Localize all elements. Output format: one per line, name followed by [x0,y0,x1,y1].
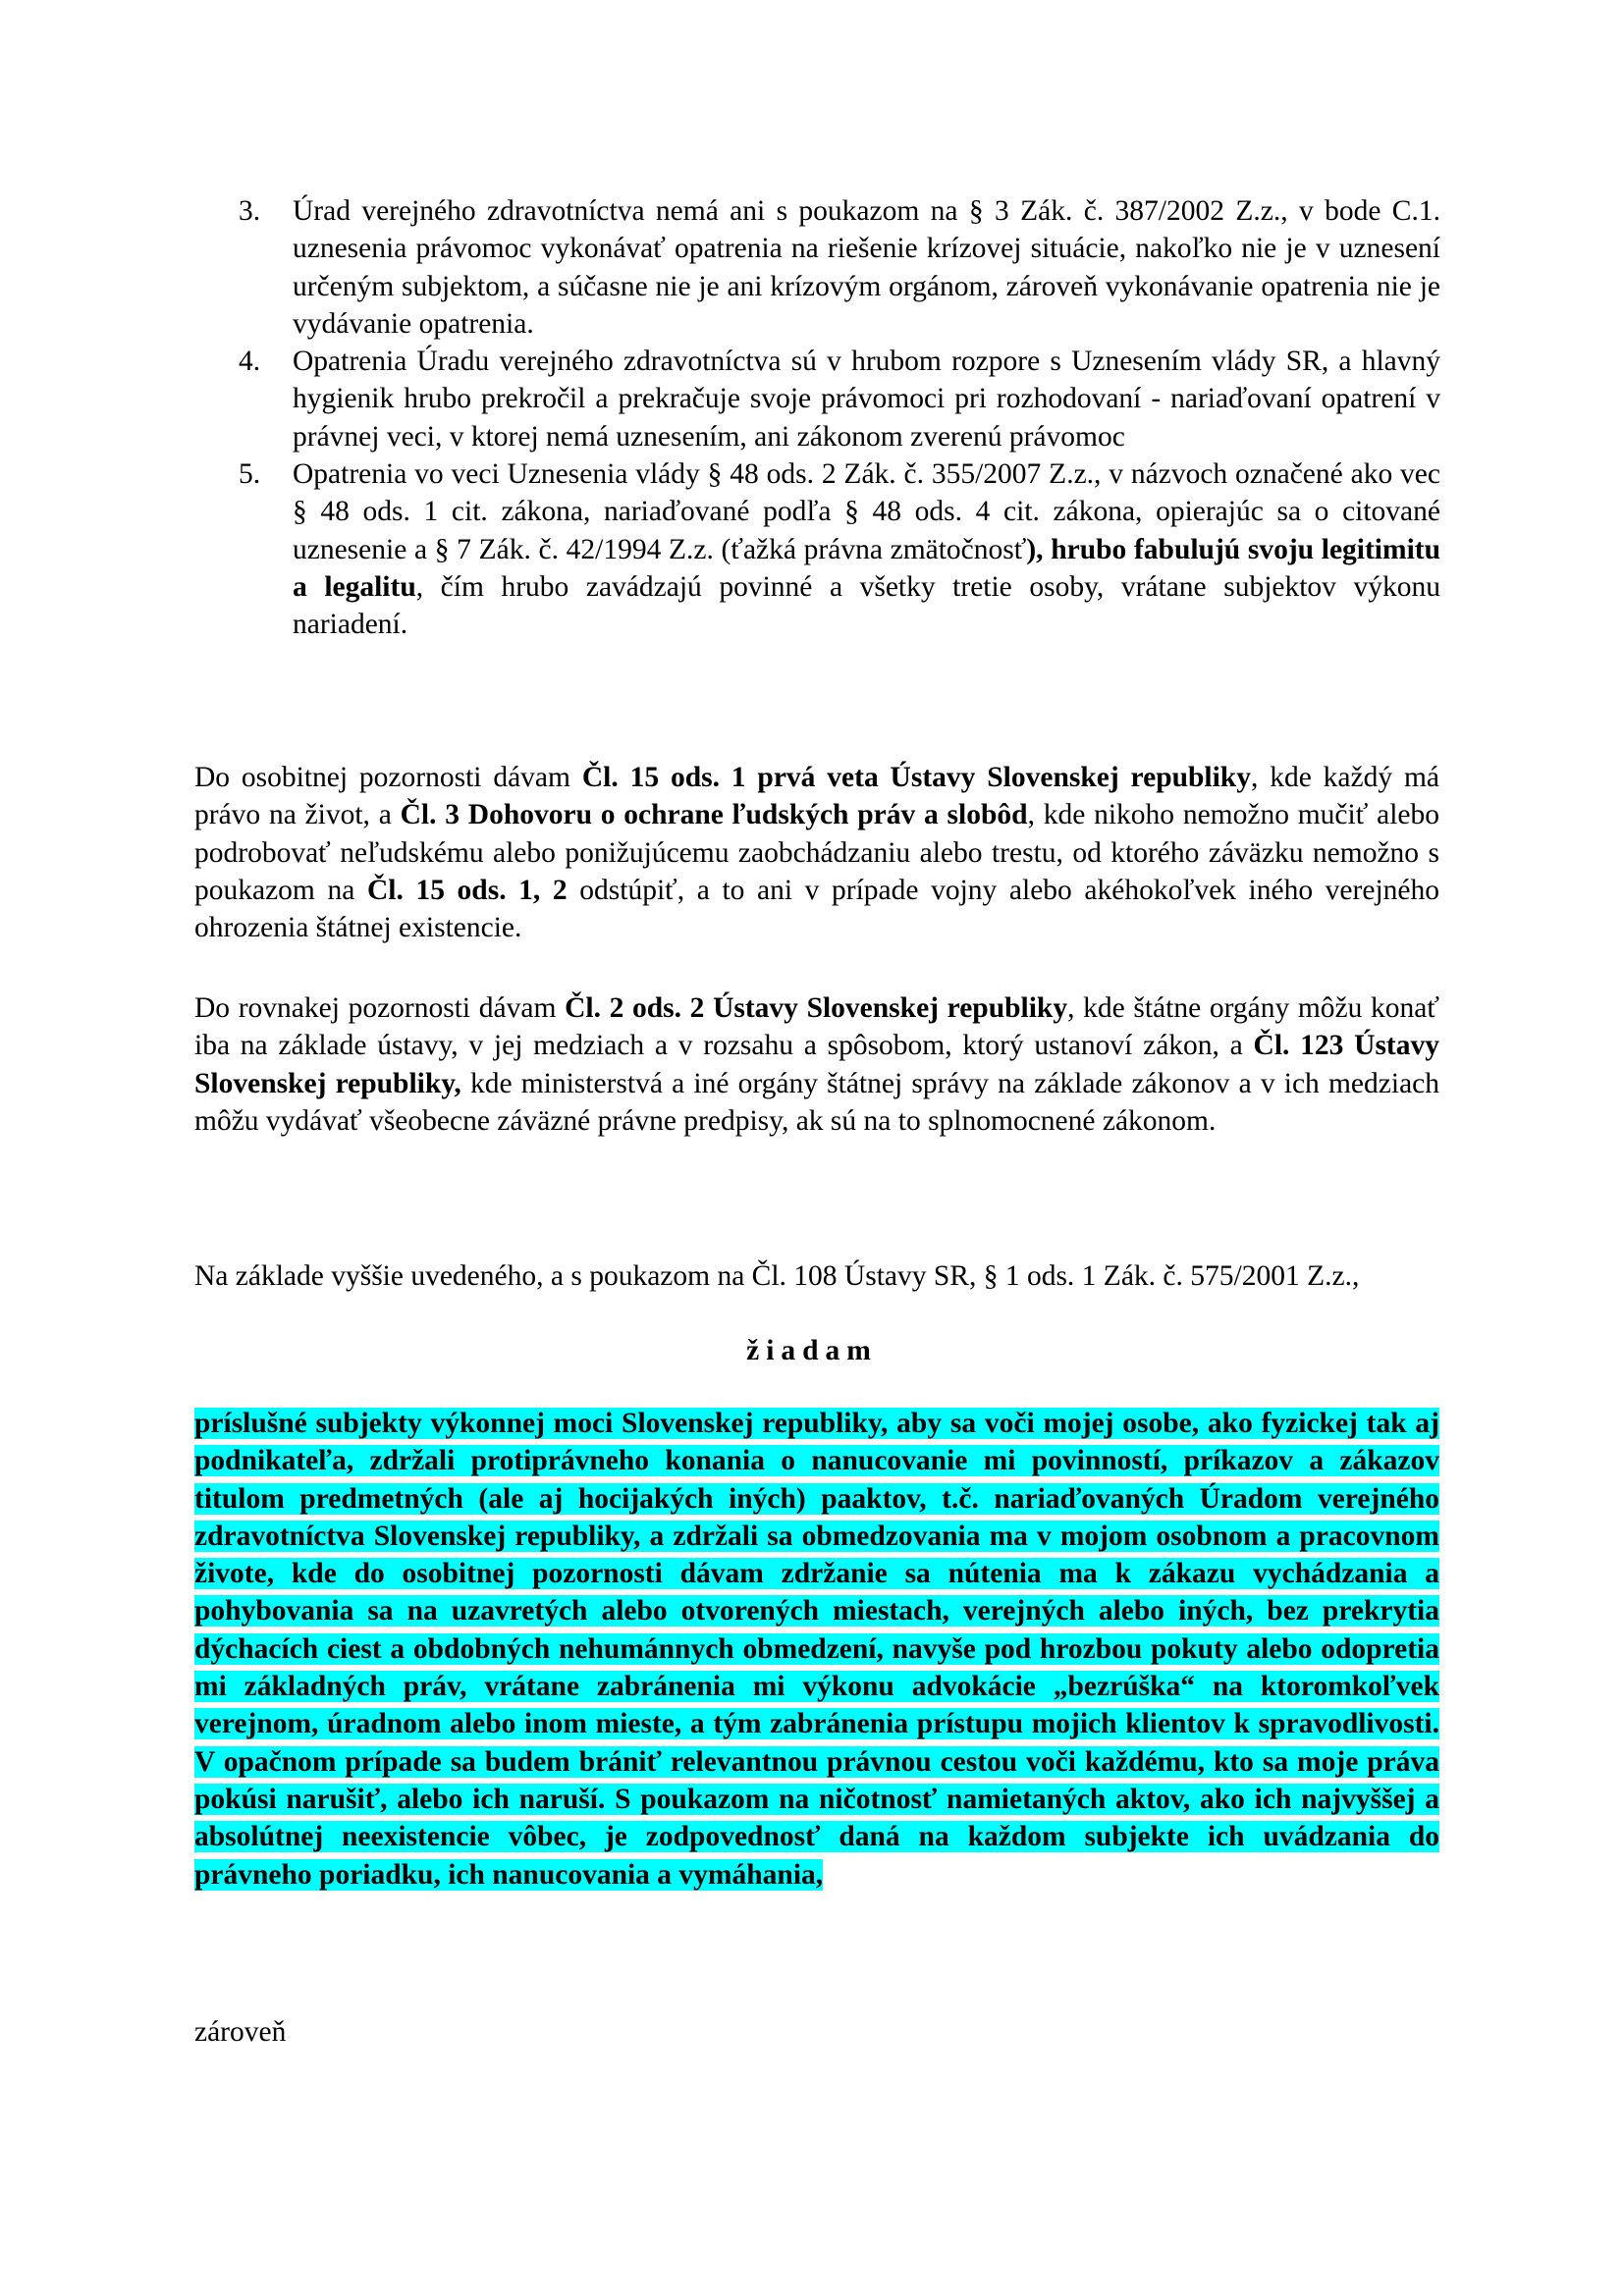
list-item [239,343,1440,455]
paragraph-bold-text: Čl. 15 ods. 1 prvá veta Ústavy Slovenskej republiky [581,762,1251,793]
list-item-text: Opatrenia Úradu verejného zdravotníctva sú v hrubom rozpore s Uznesením vlády SR, a hlavný hygienik hrubo prekročil a prekračuje svoje právomoci pri rozhodovaní - nariaďovaní opatrení v právnej veci, v ktorej nemá uznesením, ani zákonom zverenú právomoc [293,346,1440,453]
paragraph-text: kde ministerstvá a iné orgány štátnej správy na základe zákonov a v ich medziach môžu vydávať všeobecne záväzné právne predpisy, ak sú na to splnomocnené zákonom. [194,1067,1440,1137]
numbered-list [239,192,1440,644]
list-item [239,455,1440,643]
ziadam-heading: žiadam [746,1335,878,1366]
list-item-text: Úrad verejného zdravotníctva nemá ani s poukazom na § 3 Zák. č. 387/2002 Z.z., v bode C.1. uznesenia právomoc vykonávať opatrenia na riešenie krízovej situácie, nakoľko nie je v uznesení určeným subjektom, a súčasne nie je ani krízovým orgánom, zároveň vykonávanie opatrenia nie je vydávanie opatrenia. [293,195,1440,340]
list-item [239,192,1440,343]
paragraph-bold-text: Čl. 2 ods. 2 Ústavy Slovenskej republiky [565,992,1068,1024]
paragraph-pozornost [194,759,1439,946]
paragraph-text: Do osobitnej pozornosti dávam [194,762,582,793]
paragraph-text: , kde každý má právo na život, a [194,762,1439,831]
list-item-bold-text: hrubo fabulujú svoju legitimitu a legalitu [293,533,1440,603]
zaroven-text: zároveň [194,2016,287,2048]
paragraph-text: , kde štátne orgány môžu konať iba na základe ústavy, v jej medziach a v rozsahu a spôsobom, ktorý ustanoví zákon, a [194,992,1440,1062]
paragraph-bold-text: Čl. 15 ods. 1, 2 [366,874,568,906]
list-item-text: Opatrenia vo veci Uznesenia vlády § 48 ods. 2 Zák. č. 355/2007 Z.z., v názvoch označené ako vec § 48 ods. 1 cit. zákona, nariaďované podľa § 48 ods. 4 cit. zákona, opierajúc sa o citované uznesenie a § 7 Zák. č. 42/1994 Z.z. (ťažká právna zmätočnosť [293,458,1440,565]
highlighted-request [194,1405,1439,1894]
list-item-text: , čím hrubo zavádzajú povinné a všetky tretie osoby, vrátane subjektov výkonu nariadení. [293,570,1440,641]
list-item-bold-text: ), [1026,533,1044,565]
paragraph-rovnakej [194,989,1439,1140]
paragraph-bold-text: Čl. 3 Dohovoru o ochrane ľudských práv a slobôd [400,799,1028,831]
paragraph-text: odstúpiť, a to ani v prípade vojny alebo akéhokoľvek iného verejného ohrozenia štátnej existencie. [194,874,1439,944]
paragraph-text: Do rovnakej pozornosti dávam [194,992,566,1024]
paragraph-zaklade: Na základe vyššie uvedeného, a s poukazom na Čl. 108 Ústavy SR, § 1 ods. 1 Zák. č. 575/2001 Z.z., [194,1260,1360,1292]
list-item-number: 3. [239,195,261,227]
paragraph-bold-text: Čl. 123 Ústavy Slovenskej republiky, [194,1030,1439,1099]
list-item-number: 5. [239,458,261,491]
highlighted-request-text: príslušné subjekty výkonnej moci Slovenskej republiky, aby sa voči mojej osobe, ako fyzickej tak aj podnikateľa, zdržali protiprávneho konania o nanucovanie mi povinností, príkazov a zákazov titulom predmetných (ale aj hocijakých iných) paaktov, t.č. nariaďovaných Úradom verejného zdravotníctva Slovenskej republiky, a zdržali sa obmedzovania ma v mojom osobnom a pracovnom živote, kde do osobitnej pozornosti dávam zdržanie sa nútenia ma k zákazu vychádzania a pohybovania sa na uzavretých alebo otvorených miestach, verejných alebo iných, bez prekrytia dýchacích ciest a obdobných nehumánnych obmedzení, navyše pod hrozbou pokuty alebo odopretia mi základných práv, vrátane zabránenia mi výkonu advokácie „bezrúška“ na ktoromkoľvek verejnom, úradnom alebo inom mieste, a tým zabránenia prístupu mojich klientov k spravodlivosti. V opačnom prípade sa budem brániť relevantnou právnou cestou voči každému, kto sa moje práva pokúsi narušiť, alebo ich naruší. S poukazom na ničotnosť namietaných aktov, ako ich najvyššej a absolútnej neexistencie vôbec, je zodpovednosť daná na každom subjekte ich uvádzania do právneho poriadku, ich nanucovania a vymáhania, [194,1408,1439,1891]
list-item-number: 4. [239,346,261,378]
paragraph-text: , kde nikoho nemožno mučiť alebo podrobovať neľudskému alebo ponižujúcemu zaobchádzaniu alebo trestu, od ktorého záväzku nemožno s poukazom na [194,799,1439,906]
